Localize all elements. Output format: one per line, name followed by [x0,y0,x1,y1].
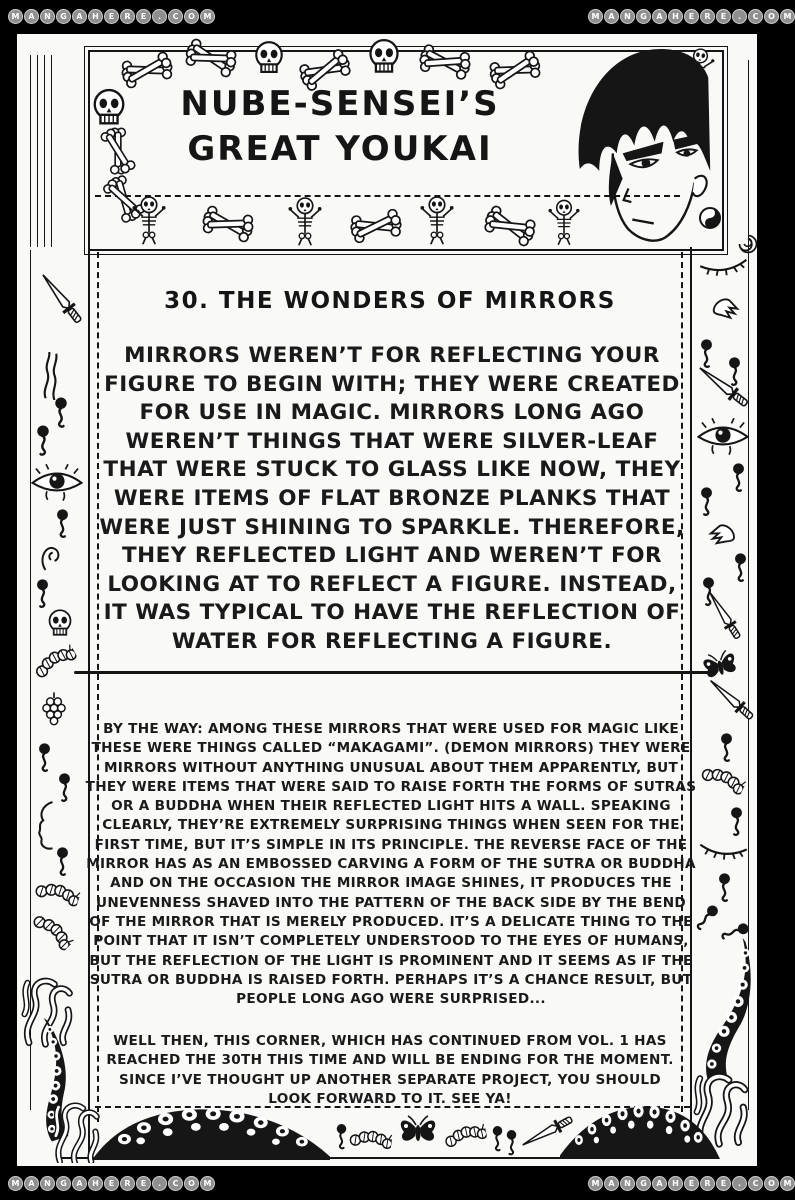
watermark-letter-badge: H [668,9,683,24]
section-divider-rule [74,671,712,674]
watermark-letter-badge: O [764,1176,779,1191]
watermark-bottom-right [588,1176,795,1191]
watermark-letter-badge: E [684,1176,699,1191]
page-depth-lines [30,55,56,247]
watermark-letter-badge: C [748,9,763,24]
skull-icon [252,40,286,80]
watermark-letter-badge: A [604,1176,619,1191]
ear-icon [40,544,60,574]
watermark-letter-badge: . [152,9,167,24]
spirit-icon [728,806,745,838]
skeleton-icon [420,196,454,246]
spirit-icon [34,424,52,458]
watermark-letter-badge: N [40,9,55,24]
tentacle-mound-icon [92,1106,330,1160]
watermark-letter-badge: E [136,1176,151,1191]
yinyang-icon [698,206,722,230]
spirit-icon [56,772,73,804]
watermark-letter-badge: M [8,1176,23,1191]
spirit-icon [504,1128,519,1158]
closing-paragraph: WELL THEN, THIS CORNER, WHICH HAS CONTINUED FROM VOL. 1 HAS REACHED THE 30TH THIS TIME AND WILL BE ENDING FOR THE MOMENT. SINCE I’VE THOUGHT UP ANOTHER SEPARATE PROJECT, YOU SHOULD LOOK FORWARD TO IT. SEE YA! [106,1033,674,1107]
spirit-icon [54,846,71,878]
skeleton-icon [548,199,580,247]
watermark-letter-badge: E [684,9,699,24]
body-paragraph: BY THE WAY: AMONG THESE MIRRORS THAT WERE USED FOR MAGIC LIKE THESE WERE THINGS CALLED “MAKAGAMI”. (DEMON MIRRORS) THEY WERE MIRRORS WITHOUT ANYTHING UNUSUAL ABOUT THEM APPARENTLY, BUT THEY WERE ITEMS THAT WERE SAID TO RAISE FORTH THE FORMS OF SUTRAS OR A BUDDHA WHEN THEIR REFLECTED LIGHT HITS A WALL. SPEAKING CLEARLY, THEY’RE EXTREMELY SURPRISING THINGS WHEN SEEN FOR THE FIRST TIME, BUT IT’S SIMPLE IN ITS PRINCIPLE. THE REVERSE FACE OF THE MIRROR HAS AS AN EMBOSSED CARVING A FORM OF THE SUTRA OR BUDDHA AND ON THE OCCASION THE MIRROR IMAGE SHINES, IT PRODUCES THE UNEVENNESS SHAVED INTO THE PATTERN OF THE BACK SIDE BY THE BEND OF THE MIRROR THAT IS MERELY PRODUCED. IT’S A DELICATE THING TO THE POINT THAT IT ISN’T COMPLETELY UNDERSTOOD TO THE EYES OF HUMANS, BUT THE REFLECTION OF THE LIGHT IS PROMINENT AND IT SEEMS AS IF THE SUTRA OR BUDDHA IS RAISED FORTH. PERHAPS IT’S A CHANCE RESULT, BUT PEOPLE LONG AGO WERE SURPRISED... [85,721,697,1008]
watermark-letter-badge: R [120,9,135,24]
content-frame-left-line [88,247,90,1158]
watermark-letter-badge: . [732,1176,747,1191]
watermark-top-right [588,9,795,24]
watermark-letter-badge: R [700,9,715,24]
watermark-bottom-left [8,1176,215,1191]
watermark-letter-badge: A [72,1176,87,1191]
skull-icon [366,38,402,80]
skeleton-icon [288,197,322,247]
intro-paragraph: MIRRORS WEREN’T FOR REFLECTING YOUR FIGURE TO BEGIN WITH; THEY WERE CREATED FOR USE IN MAGIC. MIRRORS LONG AGO WEREN’T THINGS THAT WERE SILVER-LEAF THAT WERE STUCK TO GLASS LIKE NOW, THEY WERE ITEMS OF FLAT BRONZE PLANKS THAT WERE JUST SHINING TO SPARKLE. THEREFORE, THEY REFLECTED LIGHT AND WEREN’T FOR LOOKING AT TO REFLECT A FIGURE. INSTEAD, IT WAS TYPICAL TO HAVE THE REFLECTION OF WATER FOR REFLECTING A FIGURE. [99,343,685,654]
spirit-icon [698,486,715,518]
watermark-letter-badge: G [636,9,651,24]
title-line-2: GREAT YOUKAI [187,128,493,169]
watermark-top-left [8,9,215,24]
flame-icon [40,352,60,400]
watermark-letter-badge: G [56,1176,71,1191]
spirit-icon [54,508,71,540]
watermark-letter-badge: M [200,1176,215,1191]
spirit-icon [718,732,735,764]
spirit-icon [36,742,53,774]
spirit-icon [716,872,733,904]
watermark-letter-badge: A [652,1176,667,1191]
watermark-letter-badge: C [168,9,183,24]
watermark-letter-badge: E [104,9,119,24]
watermark-letter-badge: E [104,1176,119,1191]
watermark-letter-badge: O [184,1176,199,1191]
watermark-letter-badge: M [8,9,23,24]
butterfly-icon [396,1112,440,1148]
watermark-letter-badge: N [620,1176,635,1191]
skeleton-icon [132,196,166,246]
watermark-letter-badge: E [136,9,151,24]
watermark-letter-badge: M [588,9,603,24]
title-line-1: NUBE-SENSEI’S [180,84,500,124]
watermark-letter-badge: N [620,9,635,24]
watermark-letter-badge: C [168,1176,183,1191]
grapes-icon [42,690,66,728]
watermark-letter-badge: H [88,9,103,24]
spirit-icon [490,1124,505,1154]
watermark-letter-badge: O [184,9,199,24]
chapter-heading: 30. THE WONDERS OF MIRRORS [164,288,616,314]
spirit-icon [52,396,70,430]
spirit-icon [730,462,747,494]
watermark-letter-badge: H [88,1176,103,1191]
watermark-letter-badge: A [652,9,667,24]
watermark-letter-badge: A [72,9,87,24]
watermark-letter-badge: M [588,1176,603,1191]
watermark-letter-badge: R [120,1176,135,1191]
skull-icon [46,608,74,642]
spirit-icon [34,578,51,610]
tentacle-mound-icon [560,1103,720,1159]
watermark-letter-badge: . [732,9,747,24]
watermark-letter-badge: E [716,9,731,24]
watermark-letter-badge: G [636,1176,651,1191]
watermark-letter-badge: M [780,9,795,24]
face-profile-icon [34,800,58,852]
watermark-letter-badge: A [24,1176,39,1191]
watermark-letter-badge: . [152,1176,167,1191]
eye-icon [30,462,84,502]
swirl-icon [738,234,758,254]
spirit-icon [334,1122,349,1152]
watermark-letter-badge: O [764,9,779,24]
watermark-letter-badge: M [780,1176,795,1191]
watermark-letter-badge: A [604,9,619,24]
page-title [130,82,550,172]
watermark-letter-badge: R [700,1176,715,1191]
spirit-icon [732,552,749,584]
watermark-letter-badge: G [56,9,71,24]
eye-icon [696,416,750,456]
watermark-letter-badge: C [748,1176,763,1191]
watermark-letter-badge: A [24,9,39,24]
watermark-letter-badge: H [668,1176,683,1191]
watermark-letter-badge: E [716,1176,731,1191]
watermark-letter-badge: M [200,9,215,24]
watermark-letter-badge: N [40,1176,55,1191]
